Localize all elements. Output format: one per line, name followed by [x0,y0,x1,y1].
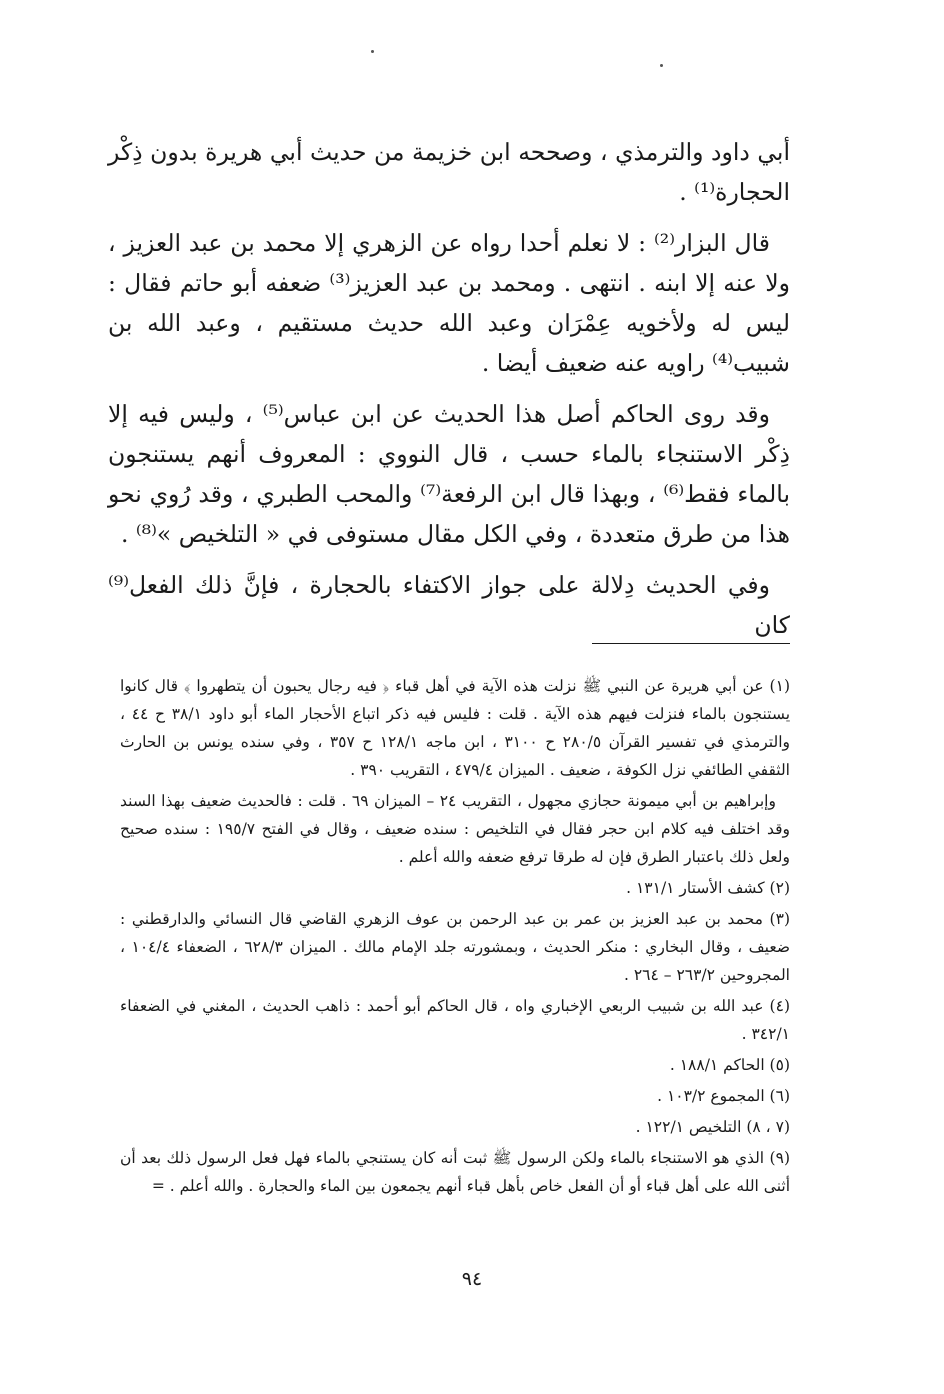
footnote: (٩) الذي هو الاستنجاء بالماء ولكن الرسول ﷺ ثبت أنه كان يستنجي بالماء فهل فعل الرسول ذلك بعد أن أثنى الله على أهل قباء أو أن الفعل خاص بأهل قباء أنهم يجمعون بين الماء والحجارة . والله أعلم . = [120,1149,790,1195]
footnote-divider [592,643,790,644]
body-paragraph: قال البزار⁽²⁾ : لا نعلم أحدا رواه عن الزهري إلا محمد بن عبد العزيز ، ولا عنه إلا ابنه . انتهى . ومحمد بن عبد العزيز⁽³⁾ ضعفه أبو حاتم فقال : ليس له ولأخويه عِمْرَان وعبد الله حديث مستقيم ، وعبد الله بن شبيب⁽⁴⁾ راويه عنه ضعيف أيضا . [108,229,791,377]
body-paragraph: وفي الحديث دِلالة على جواز الاكتفاء بالحجارة ، فإنَّ ذلك الفعل⁽⁹⁾ كان [108,571,790,639]
footnote: (٢) كشف الأستار ١٣١/١ . [626,879,790,897]
scan-speck [371,50,374,53]
page-number: ٩٤ [461,1268,483,1290]
footnotes-section [120,672,790,1203]
footnote: (١) عن أبي هريرة عن النبي ﷺ نزلت هذه الآية في أهل قباء ﴿ فيه رجال يحبون أن يتطهروا ﴾ قال كانوا يستنجون بالماء فنزلت فيهم هذه الآية . قلت : فليس فيه ذكر اتباع الأحجار الماء أبو داود ٣٨/١ ح ٤٤ ، والترمذي في تفسير القرآن ٢٨٠/٥ ح ٣١٠٠ ، ابن ماجه ١٢٨/١ ح ٣٥٧ ، وفي سنده يونس بن الحارث الثقفي الطائفي نزل الكوفة ، ضعيف . الميزان ٤٧٩/٤ ، التقريب ٣٩٠ . [120,677,791,779]
body-paragraph: أبي داود والترمذي ، وصححه ابن خزيمة من حديث أبي هريرة بدون ذِكْر الحجارة⁽¹⁾ . [108,138,790,206]
footnote: (٧ ، ٨) التلخيص ١٢٢/١ . [635,1118,790,1136]
footnote: (٤) عبد الله بن شبيب الربعي الإخباري واه ، قال الحاكم أبو أحمد : ذاهب الحديث ، المغني في الضعفاء ٣٤٢/١ . [120,997,790,1043]
footnote: (٣) محمد بن عبد العزيز بن عمر بن عبد الرحمن بن عوف الزهري القاضي قال النسائي والدارقطني : ضعيف ، وقال البخاري : منكر الحديث ، وبمشورته جلد الإمام مالك . الميزان ٦٢٨/٣ ، الضعفاء ١٠٤/٤ ، المجروحين ٢٦٣/٢ – ٢٦٤ . [120,910,790,984]
footnote: (٥) الحاكم ١٨٨/١ . [669,1056,790,1074]
body-paragraph: وقد روى الحاكم أصل هذا الحديث عن ابن عباس⁽⁵⁾ ، وليس فيه إلا ذِكْر الاستنجاء بالماء حسب ، قال النووي : المعروف أنهم يستنجون بالماء فقط⁽⁶⁾ ، وبهذا قال ابن الرفعة⁽⁷⁾ والمحب الطبري ، وقد رُوي نحو هذا من طرق متعددة ، وفي الكل مقال مستوفى في « التلخيص »⁽⁸⁾ . [108,400,790,548]
footnote: وإبراهيم بن أبي ميمونة حجازي مجهول ، التقريب ٢٤ – الميزان ٦٩ . قلت : فالحديث ضعيف بهذا السند وقد اختلف فيه كلام ابن حجر فقال في التلخيص : سنده ضعيف ، وقال في الفتح ١٩٥/٧ : سنده صحيح ولعل ذلك باعتبار الطرق فإن له طرقا ترفع ضعفه والله أعلم . [120,792,791,866]
scan-speck [660,64,663,67]
footnote: (٦) المجموع ١٠٣/٢ . [657,1087,790,1105]
main-body-text [108,132,790,656]
